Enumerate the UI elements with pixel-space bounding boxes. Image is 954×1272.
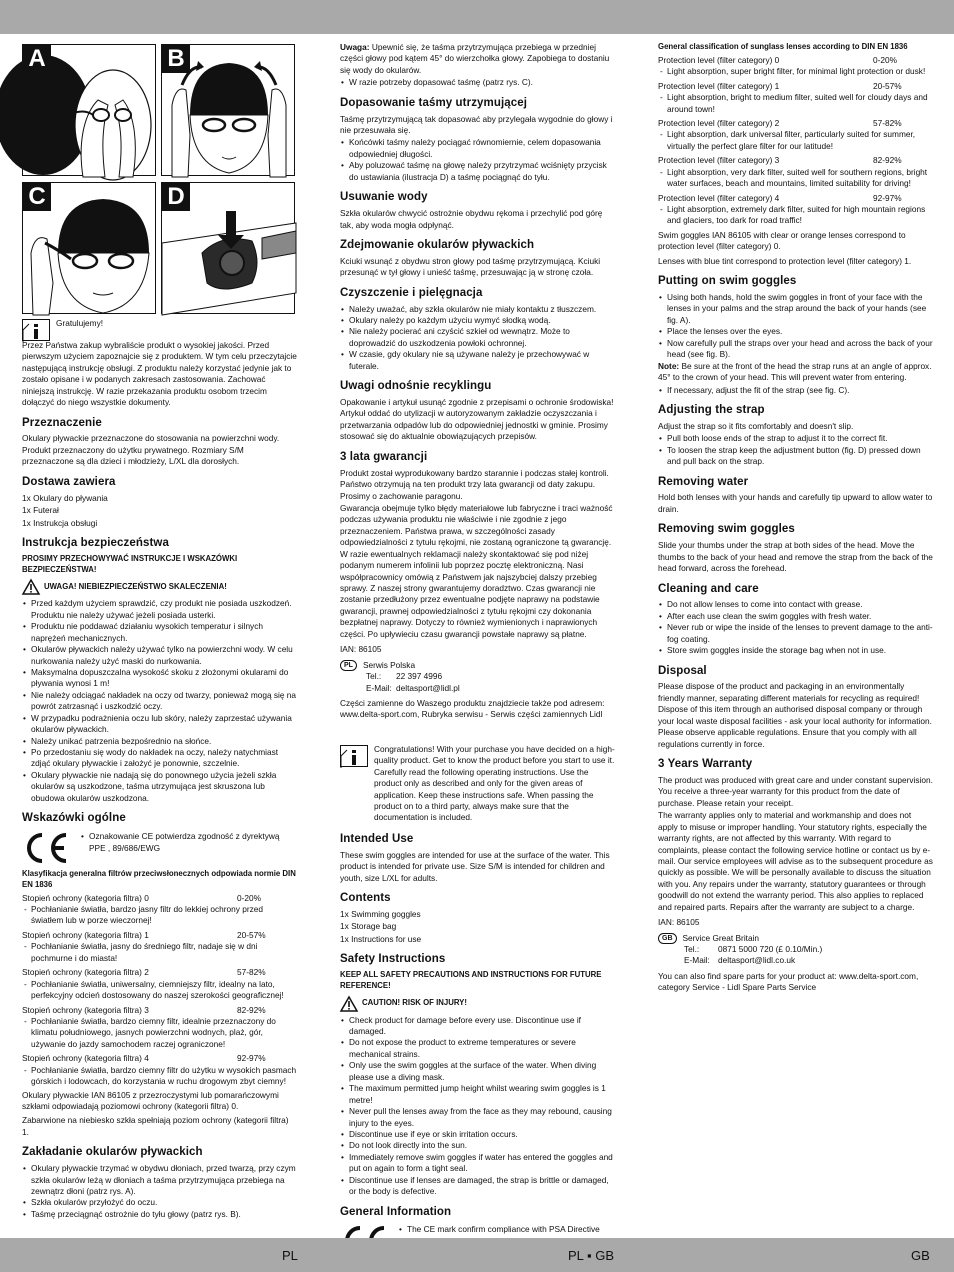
filter-level-description: - Light absorption, extremely dark filter, suited for high mountain regions and glaciers, too dark for road traffic! bbox=[658, 204, 933, 227]
list-item: • Okularów pływackich należy używać tylko na powierzchni wody. W celu nurkowania należy użyć maski do nurkowania. bbox=[22, 644, 297, 667]
pl-ce-text: • Oznakowanie CE potwierdza zgodność z dyrektywą PPE , 89/686/EWG bbox=[80, 831, 297, 854]
list-item: • Okulary należy po każdym użyciu wymyć słodką wodą. bbox=[340, 315, 615, 326]
list-item: • Taśmę przeciągnąć ostrożnie do tyłu głowy (patrz rys. B). bbox=[22, 1209, 297, 1220]
filter-level-description: - Pochłanianie światła, bardzo jasny filtr do lekkiej ochrony przed światłem lub w porze wieczornej! bbox=[22, 904, 297, 927]
gb-safety-keep: KEEP ALL SAFETY PRECAUTIONS AND INSTRUCTIONS FOR FUTURE REFERENCE! bbox=[340, 970, 602, 990]
figure-a-label: A bbox=[23, 45, 51, 73]
list-item: • Do not look directly into the sun. bbox=[340, 1140, 615, 1151]
filter-level-row bbox=[658, 193, 933, 204]
figure-grid bbox=[22, 44, 297, 314]
figure-a bbox=[22, 44, 156, 176]
pl-mail-label: E-Mail: bbox=[366, 682, 392, 693]
filter-level-value: 82-92% bbox=[237, 1004, 266, 1015]
filter-level-label: Stopień ochrony (kategoria filtra) 4 bbox=[22, 1053, 149, 1064]
list-item: • Szkła okularów przyłożyć do oczu. bbox=[22, 1197, 297, 1208]
gb-ce-text: • The CE mark confirm compliance with PSA Directive bbox=[398, 1224, 615, 1247]
filter-level-label: Stopień ochrony (kategoria filtra) 3 bbox=[22, 1004, 149, 1015]
list-item: • Do not expose the product to extreme temperatures or severe mechanical strains. bbox=[340, 1037, 615, 1060]
pl-safety-warning-text: UWAGA! NIEBIEZPIECZEŃSTWO SKALECZENIA! bbox=[44, 581, 227, 591]
list-item: • Po przedostaniu się wody do nakładek na oczy, należy natychmiast zdjąć okulary pływackie i założyć je ponownie, szczelnie. bbox=[22, 747, 297, 770]
gb-disposal-heading: Disposal bbox=[658, 664, 707, 677]
list-item: • W czasie, gdy okulary nie są używane należy je przechowywać w futerale. bbox=[340, 349, 615, 372]
list-item: • Only use the swim goggles at the surface of the water. When diving please use a diving mask. bbox=[340, 1060, 615, 1083]
pl-service-name: Serwis Polska bbox=[362, 659, 416, 670]
gb-adjust-heading: Adjusting the strap bbox=[658, 403, 765, 416]
pl-safety-warning bbox=[22, 579, 297, 595]
filter-level-row bbox=[22, 967, 297, 978]
gb-parts-text: You can also find spare parts for your product at: www.delta-sport.com, category Service - Lidl Spare Parts Service bbox=[658, 970, 919, 993]
list-item: • If necessary, adjust the fit of the strap (see fig. C). bbox=[658, 385, 933, 396]
gb-classif-note2: Lenses with blue tint correspond to protection level (filter category) 1. bbox=[658, 255, 912, 266]
filter-level-label: Protection level (filter category) 0 bbox=[658, 54, 780, 65]
figure-b bbox=[161, 44, 295, 176]
footer-left: PL bbox=[282, 1248, 298, 1263]
filter-level-row bbox=[658, 55, 933, 66]
list-item: • Store swim goggles inside the storage bag when not in use. bbox=[658, 645, 933, 656]
list-item: • W przypadku podrażnienia oczu lub skóry, należy zaprzestać używania okularów pływackich. bbox=[22, 713, 297, 736]
gb-clean-heading: Cleaning and care bbox=[658, 582, 759, 595]
filter-level-description: - Pochłanianie światła, bardzo ciemny filtr do użytku w wysokich pasmach górskich i lodowcach, do korzystania w ruchu drogowym zbyt ciemny! bbox=[22, 1065, 297, 1088]
pl-safety-list bbox=[22, 598, 297, 804]
gb-puton-heading: Putting on swim goggles bbox=[658, 275, 797, 288]
list-item: • Aby poluzować taśmę na głowę należy przytrzymać wciśnięty przycisk do ustawiania (ilustracja D) a taśmę pociągnąć do tyłu. bbox=[340, 160, 615, 183]
gb-disposal-text: Please dispose of the product and packaging in an environmentally friendly manner, separating different materials for recycling as required! Dispose of this item through an authorised disposal company or through your local waste disposal facilities - ask your local authority for information. Please observe applicable regulations. Ensure that you comply with all regulations currently in force. bbox=[658, 681, 932, 749]
filter-level-description: - Light absorption, super bright filter, for minimal light protection or dusk! bbox=[658, 66, 933, 77]
list-item: • Never pull the lenses away from the face as they may rebound, causing injury to the eyes. bbox=[340, 1106, 615, 1129]
filter-level-label: Stopień ochrony (kategoria filtra) 1 bbox=[22, 929, 149, 940]
filter-level-value: 92-97% bbox=[873, 192, 902, 203]
gb-service-contact bbox=[658, 933, 933, 967]
list-item: • Pull both loose ends of the strap to adjust it to the correct fit. bbox=[658, 433, 933, 444]
pl-parts-text: Części zamienne do Waszego produktu znajdziecie także pod adresem: www.delta-sport.com, Rubryka serwisu - Serwis części zamiennych Lidl bbox=[340, 697, 605, 720]
pl-contents-item: 1x Okulary do pływania bbox=[22, 492, 108, 503]
pl-intro-text: Przez Państwa zakup wybraliście produkt o wysokiej jakości. Przed pierwszym użyciem zapoznajcie się z produktem. W tym celu przeczytajcie następującą instrukcję obsługi. Z produktu należy korzystać jedynie jak to zostało opisane i w podanych zakresach zastosowania. Zachować niniejszą instrukcję. W razie przekazania produktu osobom trzecim dołączyć do niego wszystkie dokumenty. bbox=[22, 340, 297, 408]
filter-level-row bbox=[658, 155, 933, 166]
list-item: • Now carefully pull the straps over your head and across the back of your head (see fig. B). bbox=[658, 338, 933, 361]
list-item: • Nie należy odciągać nakładek na oczy od twarzy, ponieważ mogą się na powrót zatrzasnąć i uszkodzić oczy. bbox=[22, 690, 297, 713]
list-item: • Przed każdym użyciem sprawdzić, czy produkt nie posiada uszkodzeń. Produktu nie należy używać jeżeli posiada usterki. bbox=[22, 598, 297, 621]
pl-adjust-heading: Dopasowanie taśmy utrzymującej bbox=[340, 96, 528, 109]
filter-level-label: Stopień ochrony (kategoria filtra) 0 bbox=[22, 892, 149, 903]
warning-icon bbox=[22, 579, 40, 595]
figure-b-label: B bbox=[162, 45, 190, 73]
list-item: • Końcówki taśmy należy pociągać równomiernie, celem dopasowania odpowiedniej długości. bbox=[340, 137, 615, 160]
gb-remove-heading: Removing swim goggles bbox=[658, 523, 795, 536]
pl-note bbox=[340, 42, 615, 76]
filter-level-description: - Light absorption, bright to medium filter, suited well for cloudy days and around town! bbox=[658, 92, 933, 115]
pl-contents-heading: Dostawa zawiera bbox=[22, 475, 116, 488]
pl-mail-value: deltasport@lidl.pl bbox=[396, 682, 460, 693]
filter-level-description: - Pochłanianie światła, bardzo ciemny filtr, idealnie przeznaczony do klimatu południowego, jasnych powierzchni wodnych, plaż, gór, używanie do jazdy samochodem raczej ograniczone! bbox=[22, 1016, 297, 1050]
pl-purpose-text: Okulary pływackie przeznaczone do stosowania na powierzchni wody. Produkt przeznaczony do użytku prywatnego. Rozmiary S/M przeznaczone są dla dzieci i młodzieży, L/XL dla dorosłych. bbox=[22, 433, 280, 467]
pl-classif-note1: Okulary pływackie IAN 86105 z przezroczystymi lub pomarańczowymi szkłami odpowiadają poziomowi ochrony (kategorii filtra) 0. bbox=[22, 1089, 279, 1111]
gb-safety-list bbox=[340, 1015, 615, 1198]
pl-safety-keep: PROSIMY PRZECHOWYWAĆ INSTRUKCJE I WSKAZÓWKI BEZPIECZEŃSTWA! bbox=[22, 553, 238, 574]
pl-remove-heading: Zdejmowanie okularów pływackich bbox=[340, 238, 535, 251]
gb-water-text: Hold both lenses with your hands and carefully tip upward to allow water to drain. bbox=[658, 492, 933, 514]
figure-d-label: D bbox=[162, 183, 190, 211]
gb-flag-badge: GB bbox=[658, 933, 677, 944]
list-item: • Okulary pływackie trzymać w obydwu dłoniach, przed twarzą, przy czym szkła okularów leżą w dłoniach a taśma przytrzymująca przebiega na zewnątrz dłoni (patrz rys. A). bbox=[22, 1163, 297, 1197]
pl-warranty-text2: Gwarancja obejmuje tylko błędy materiałowe lub fabryczne i traci ważność podczas używania produktu nie właściwie i nie zgodnie z jego przeznaczeniem. Państwa prawa, w szczególności zasady odpowiedzialności z tytułu rękojmi, nie zostaną ograniczone tą gwarancję. W razie ewentualnych reklamacji należy skontaktować się pod niżej podanym numerem infolinii lub poprzez pocztę elektroniczną. Nasi współpracownicy omówią z Państwem jak najszybciej dalszy przebieg sprawy. Z naszej strony gwarantujemy doradztwo. Czas gwarancji nie zostanie przedłużony przez ewentualne podjęte naprawy na podstawie gwarancji, prawnej odpowiedzialności z tytułu rękojmi czy dokonania bezpłatnej naprawy. Dotyczy to również wymienionych i naprawionych części. Po upływieciu czasu gwarancji powstałe naprawy są płatne. bbox=[340, 502, 613, 639]
info-icon bbox=[340, 745, 368, 767]
pl-classif-heading: Klasyfikacja generalna filtrów przeciwsłonecznych odpowiada normie DIN EN 1836 bbox=[22, 869, 296, 889]
pl-water-heading: Usuwanie wody bbox=[340, 191, 428, 204]
filter-level-label: Protection level (filter category) 3 bbox=[658, 155, 780, 166]
list-item: • Należy uważać, aby szkła okularów nie miały kontaktu z tłuszczem. bbox=[340, 304, 615, 315]
gb-levels bbox=[658, 55, 933, 227]
pl-tel-value: 22 397 4996 bbox=[396, 671, 443, 682]
list-item: • To loosen the strap keep the adjustment button (fig. D) pressed down and pull back on the strap. bbox=[658, 445, 933, 468]
filter-level-row bbox=[22, 1005, 297, 1016]
gb-use-text: These swim goggles are intended for use at the surface of the water. This product is intended for private use. Size S/M is intended for children and youth, size L/XL for adults. bbox=[340, 849, 610, 883]
pl-ce-block bbox=[22, 831, 297, 865]
footer-right: GB bbox=[911, 1248, 930, 1263]
list-item: • Discontinue use if eye or skin irritation occurs. bbox=[340, 1129, 615, 1140]
filter-level-row bbox=[658, 81, 933, 92]
top-bar bbox=[0, 0, 954, 34]
column-pl-2 bbox=[340, 42, 615, 1235]
gb-contents-item: 1x Swimming goggles bbox=[340, 908, 421, 919]
gb-intro-text: Congratulations! With your purchase you have decided on a high-quality product. Get to know the product before you start to use it. Carefully read the following operating instructions. Use the product only as described and only for the given areas of application. Keep these instructions safe. When passing the product on to a third party, always make sure that the documentation is included. bbox=[374, 743, 615, 823]
filter-level-value: 0-20% bbox=[237, 892, 261, 903]
gb-adjust-text: Adjust the strap so it fits comfortably and doesn't slip. bbox=[658, 420, 854, 431]
gb-general-heading: General Information bbox=[340, 1205, 452, 1218]
list-item: • Nie należy pocierać ani czyścić szkieł od wewnątrz. Może to doprowadzić do uszkodzenia powłoki ochronnej. bbox=[340, 326, 615, 349]
gb-safety-warning-text: CAUTION! RISK OF INJURY! bbox=[362, 998, 467, 1008]
footer-center: PL ▪ GB bbox=[568, 1248, 615, 1263]
gb-classif-note1: Swim goggles IAN 86105 with clear or orange lenses correspond to protection level (filter category) 0. bbox=[658, 229, 906, 252]
filter-level-label: Protection level (filter category) 4 bbox=[658, 192, 780, 203]
gb-tel-label: Tel.: bbox=[684, 944, 700, 955]
filter-level-value: 92-97% bbox=[237, 1053, 266, 1064]
filter-level-row bbox=[22, 1053, 297, 1064]
list-item: • Należy unikać patrzenia bezpośrednio na słońce. bbox=[22, 736, 297, 747]
pl-puton-heading: Zakładanie okularów pływackich bbox=[22, 1146, 203, 1159]
bottom-bar bbox=[0, 1238, 954, 1272]
pl-classif-note2: Zabarwione na niebiesko szkła spełniają poziom ochrony (kategorii filtra) 1. bbox=[22, 1115, 289, 1137]
pl-warranty-text: Produkt został wyprodukowany bardzo starannie i podczas stałej kontroli. Państwo otrzymują na ten produkt trzy lata gwarancji od daty zakupu. Prosimy o zachowanie paragonu. bbox=[340, 467, 609, 501]
pl-intro-greeting: Gratulujemy! bbox=[56, 318, 104, 328]
gb-intro bbox=[340, 744, 615, 825]
filter-level-value: 57-82% bbox=[873, 117, 902, 128]
pl-contents-item: 1x Instrukcja obsługi bbox=[22, 517, 98, 528]
pl-recycle-heading: Uwagi odnośnie recyklingu bbox=[340, 380, 492, 393]
pl-note-text: Upewnić się, że taśma przytrzymująca przebiega w przedniej części głowy pod kątem 45° do wierzchołka głowy. Zapobiega to dostaniu się wody do okularów. bbox=[340, 42, 610, 75]
column-gb bbox=[658, 42, 933, 1222]
gb-note bbox=[658, 361, 933, 384]
pl-general-heading: Wskazówki ogólne bbox=[22, 812, 126, 825]
gb-service-name: Service Great Britain bbox=[682, 932, 760, 943]
filter-level-label: Protection level (filter category) 1 bbox=[658, 80, 780, 91]
filter-level-value: 0-20% bbox=[873, 54, 897, 65]
list-item: • Using both hands, hold the swim goggles in front of your face with the lenses in your palms and the strap around the back of your hands (see fig. A). bbox=[658, 292, 933, 326]
pl-ian: IAN: 86105 bbox=[340, 644, 382, 655]
pl-clean-heading: Czyszczenie i pielęgnacja bbox=[340, 286, 483, 299]
gb-note-text: Be sure at the front of the head the strap runs at an angle of approx. 45° to the crown of your head. This will prevent water from entering. bbox=[658, 360, 932, 383]
filter-level-row bbox=[22, 930, 297, 941]
gb-contents-item: 1x Storage bag bbox=[340, 921, 397, 932]
gb-safety-warning bbox=[340, 996, 615, 1012]
gb-mail-value: deltasport@lidl.co.uk bbox=[718, 955, 796, 966]
filter-level-label: Stopień ochrony (kategoria filtra) 2 bbox=[22, 967, 149, 978]
filter-level-label: Protection level (filter category) 2 bbox=[658, 117, 780, 128]
list-item: • W razie potrzeby dopasować taśmę (patrz rys. C). bbox=[340, 77, 615, 88]
pl-water-text: Szkła okularów chwycić ostrożnie obydwu rękoma i przechylić pod górę tak, aby woda mogła odpłynąć. bbox=[340, 208, 603, 230]
pl-warranty-heading: 3 lata gwarancji bbox=[340, 450, 428, 463]
list-item: • Check product for damage before every use. Discontinue use if damaged. bbox=[340, 1015, 615, 1038]
pl-adjust-text: Taśmę przytrzymującą tak dopasować aby przylegała wygodnie do głowy i nie przesuwała się. bbox=[340, 113, 613, 136]
list-item: • Do not allow lenses to come into contact with grease. bbox=[658, 599, 933, 610]
gb-warranty-heading: 3 Years Warranty bbox=[658, 758, 753, 771]
pl-intro bbox=[22, 318, 297, 341]
list-item: • The maximum permitted jump height whilst wearing swim goggles is 1 metre! bbox=[340, 1083, 615, 1106]
column-pl-1 bbox=[22, 318, 297, 1218]
gb-contents-heading: Contents bbox=[340, 892, 391, 905]
pl-flag-badge: PL bbox=[340, 660, 357, 671]
list-item: • After each use clean the swim goggles with fresh water. bbox=[658, 611, 933, 622]
pl-levels bbox=[22, 893, 297, 1088]
figure-c bbox=[22, 182, 156, 314]
gb-mail-label: E-Mail: bbox=[684, 955, 710, 966]
gb-note-label: Note: bbox=[658, 360, 680, 371]
filter-level-row bbox=[22, 893, 297, 904]
list-item: • Never rub or wipe the inside of the lenses to prevent damage to the anti-fog coating. bbox=[658, 622, 933, 645]
gb-warranty-text: The product was produced with great care and under constant supervision. You receive a three-year warranty for this product from the date of purchase. Please retain your receipt. bbox=[658, 774, 933, 808]
filter-level-row bbox=[658, 118, 933, 129]
gb-tel-value: 0871 5000 720 (£ 0.10/Min.) bbox=[718, 944, 823, 955]
pl-recycle-text: Opakowanie i artykuł usunąć zgodnie z przepisami o ochronie środowiska! Artykuł oddać do utylizacji w autoryzowanym zakładzie oczyszczania i przetwarzania odpadów lub do odpowiedniej jednostki w gminie. Prosimy stosować się do aktualnie obowiązujących przepisów. bbox=[340, 397, 614, 442]
filter-level-value: 82-92% bbox=[873, 155, 902, 166]
pl-service-contact bbox=[340, 660, 615, 694]
filter-level-description: - Light absorption, dark universal filter, particularly suited for summer, virtually the perfect glare filter for our latitude! bbox=[658, 129, 933, 152]
gb-water-heading: Removing water bbox=[658, 475, 749, 488]
pl-safety-heading: Instrukcja bezpieczeństwa bbox=[22, 536, 169, 549]
list-item: • Produktu nie poddawać działaniu wysokich temperatur i silnych naprężeń mechanicznych. bbox=[22, 621, 297, 644]
gb-warranty-text2: The warranty applies only to material and workmanship and does not apply to misuse or improper handling. Your statutory rights, especially the warranty rights, are not affected by this warranty. With regard to complaints, please contact the following service hotline or contact us by e-mail. Our service employees will advise as to the subsequent procedure as quickly as possible. We will be personally available to discuss the situation with you. Any repairs under the warranty, statutory guarantees or through goodwill do not extend the warranty period. This also applies to replaced and repaired parts. Repairs after the warranty are subject to a charge. bbox=[658, 810, 933, 912]
filter-level-description: - Light absorption, very dark filter, suited well for southern regions, bright water surfaces, beach and mountains, limited suitability for driving! bbox=[658, 167, 933, 190]
gb-contents-item: 1x Instructions for use bbox=[340, 933, 422, 944]
list-item: • Immediately remove swim goggles if water has entered the goggles and put on again to form a tight seal. bbox=[340, 1152, 615, 1175]
gb-remove-text: Slide your thumbs under the strap at both sides of the head. Move the thumbs to the back of your head and remove the strap from the back of the head forward, across the forehead. bbox=[658, 540, 933, 574]
filter-level-value: 57-82% bbox=[237, 967, 266, 978]
gb-classif-heading: General classification of sunglass lenses according to DIN EN 1836 bbox=[658, 42, 908, 51]
pl-note-label: Uwaga: bbox=[340, 42, 370, 52]
pl-puton-list bbox=[22, 1163, 297, 1220]
list-item: • Discontinue use if lenses are damaged, the strap is brittle or damaged, or the body is defective. bbox=[340, 1175, 615, 1198]
filter-level-value: 20-57% bbox=[237, 929, 266, 940]
figure-c-label: C bbox=[23, 183, 51, 211]
list-item: • Place the lenses over the eyes. bbox=[658, 326, 933, 337]
figure-d bbox=[161, 182, 295, 314]
gb-ian: IAN: 86105 bbox=[658, 917, 700, 928]
pl-remove-text: Kciuki wsunąć z obydwu stron głowy pod taśmę przytrzymującą. Kciuki przesunąć w tył głowy i unieść taśmę, przesuwając ją w stronę czoła. bbox=[340, 255, 601, 278]
list-item: • Maksymalna dopuszczalna wysokość skoku z złożonymi okularami do pływania wynosi 1 m! bbox=[22, 667, 297, 690]
pl-purpose-heading: Przeznaczenie bbox=[22, 416, 102, 429]
gb-use-heading: Intended Use bbox=[340, 832, 414, 845]
filter-level-description: - Pochłanianie światła, uniwersalny, ciemniejszy filtr, idealny na lato, perfekcyjny odcień dostosowany do naszej szerokości geograficznej! bbox=[22, 979, 297, 1002]
filter-level-description: - Pochłanianie światła, jasny do średniego filtr, nadaje się w dni pochmurne i do miasta! bbox=[22, 941, 297, 964]
pl-contents-item: 1x Futerał bbox=[22, 505, 59, 516]
ce-mark-icon bbox=[22, 831, 70, 865]
pl-tel-label: Tel.: bbox=[366, 671, 382, 682]
filter-level-value: 20-57% bbox=[873, 80, 902, 91]
gb-safety-heading: Safety Instructions bbox=[340, 953, 446, 966]
info-icon bbox=[22, 319, 50, 341]
warning-icon bbox=[340, 996, 358, 1012]
list-item: • Okulary pływackie nie nadają się do ponownego użycia jeżeli szkła okularów są uszkodzone, taśma utrzymująca jest skruszona lub obudowa okularów uszkodzona. bbox=[22, 770, 297, 804]
